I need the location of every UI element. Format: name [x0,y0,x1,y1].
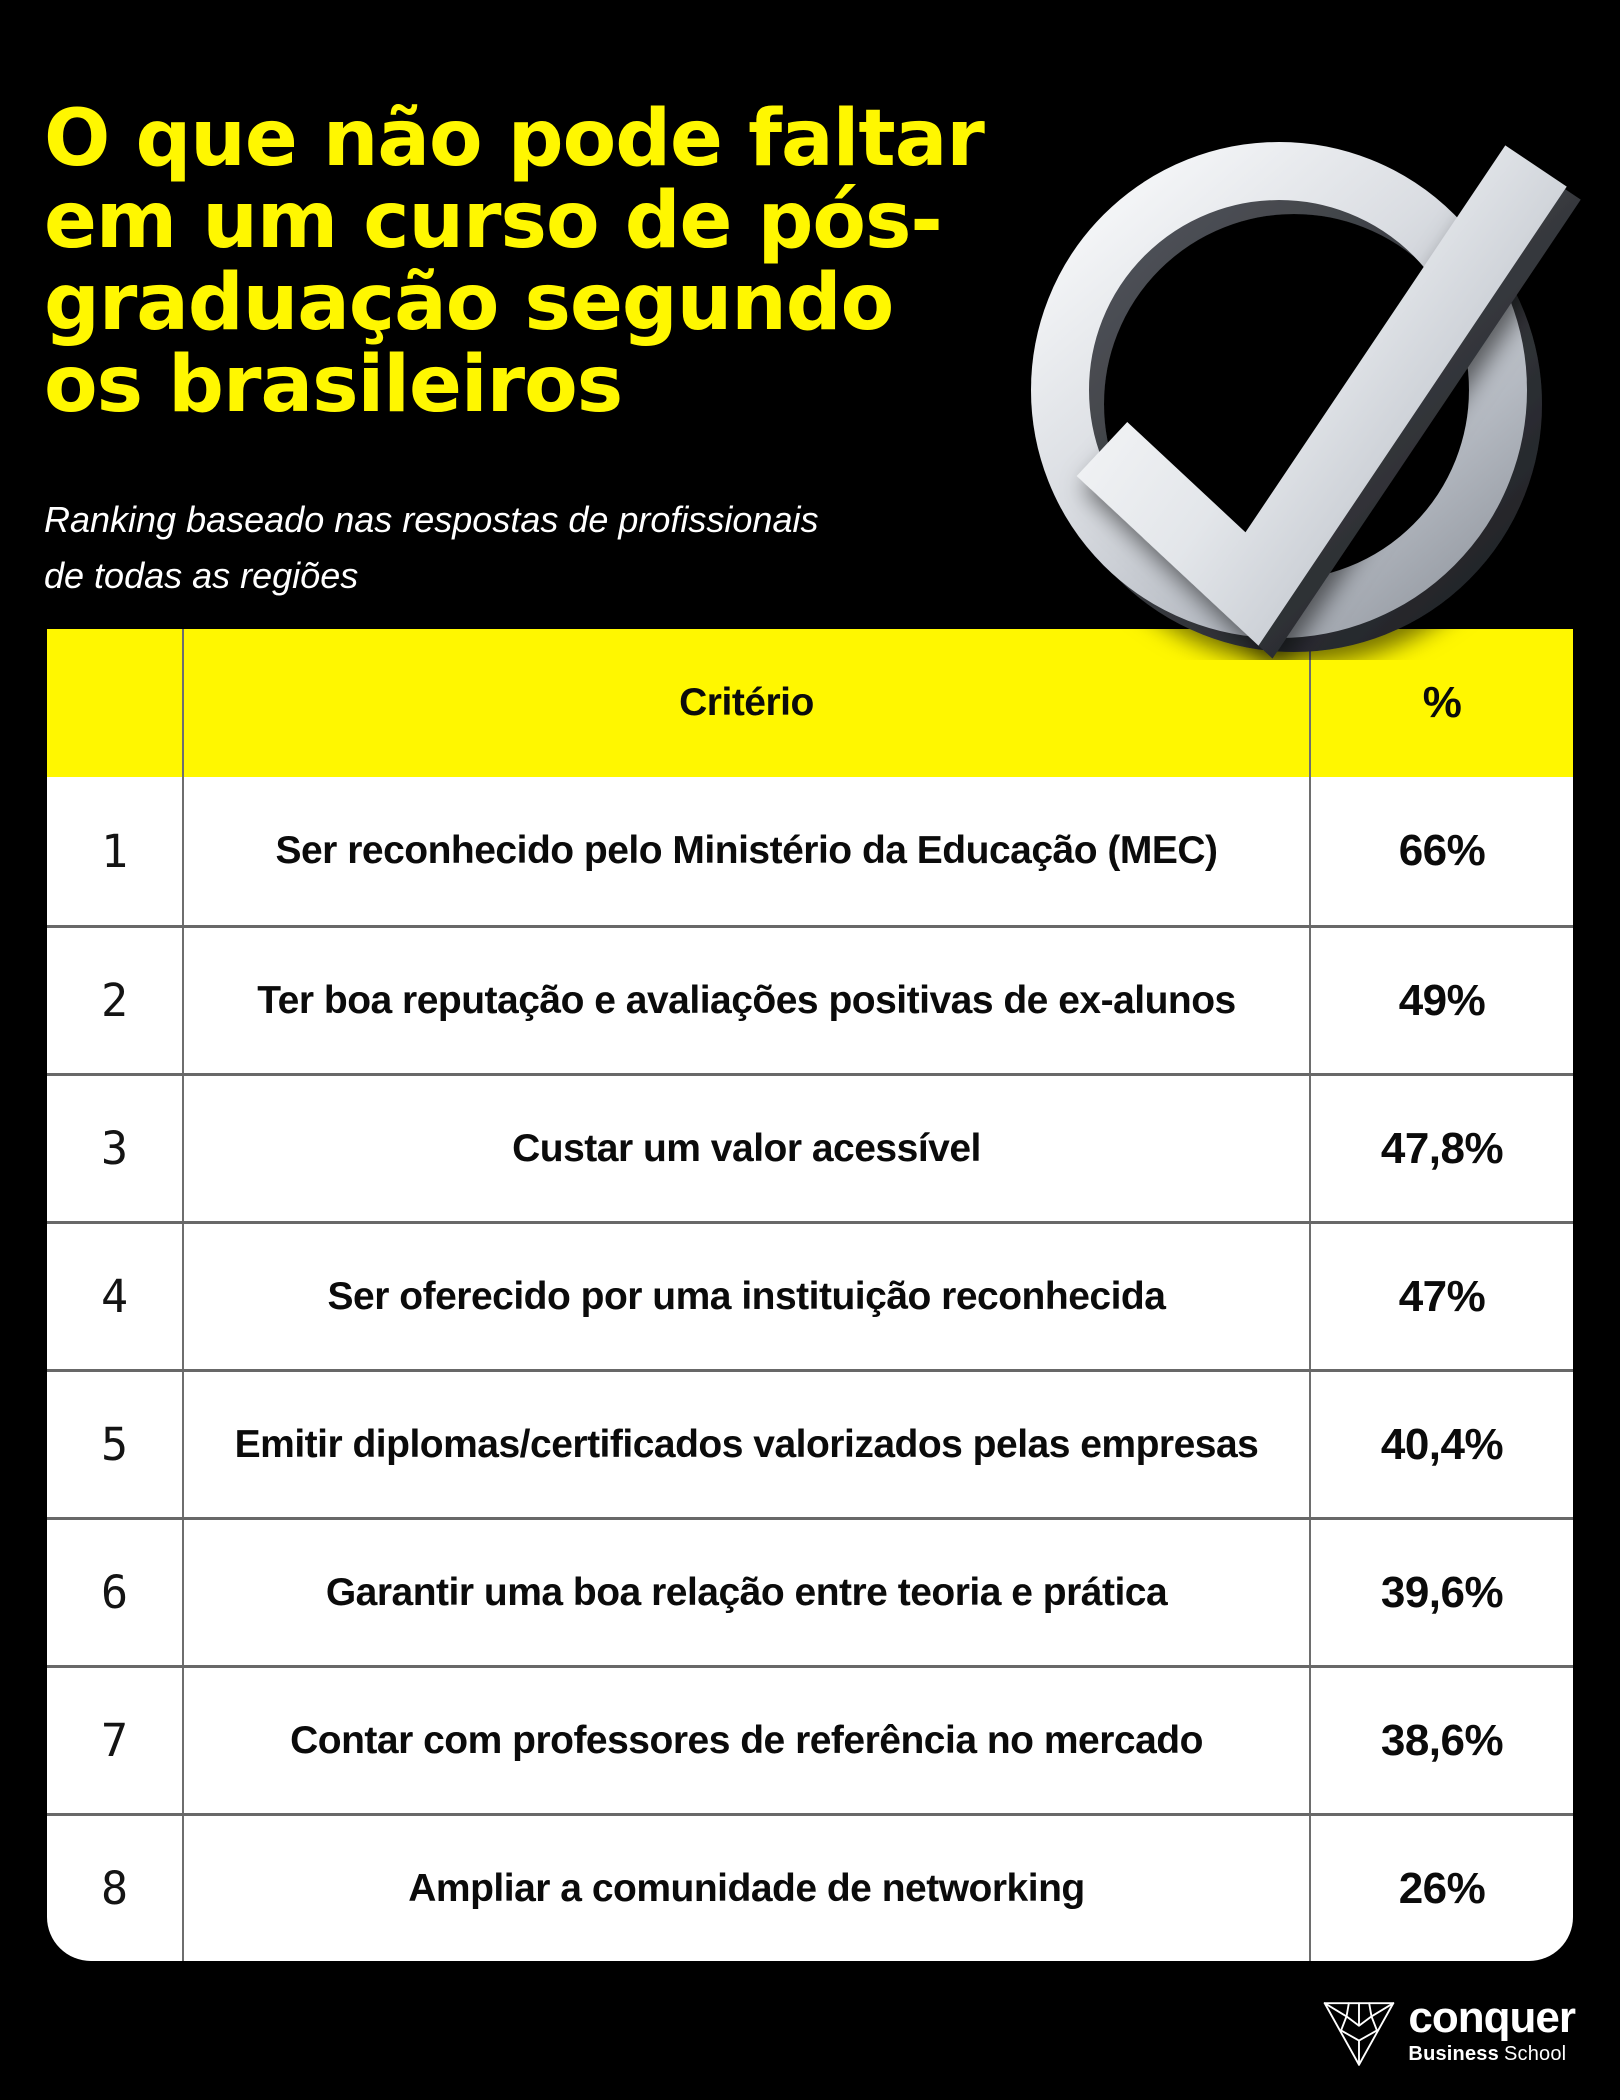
table-row [47,1517,1573,1665]
rank-cell: 6 [100,1566,129,1619]
table-row [47,1665,1573,1813]
percent-cell: 38,6% [1309,1668,1573,1813]
table-row [47,1369,1573,1517]
rank-cell: 3 [100,1122,129,1175]
check-circle-3d-icon [1012,82,1584,660]
criterion-cell: Custar um valor acessível [182,1076,1309,1221]
subtitle-line: Ranking baseado nas respostas de profissionais [44,499,819,540]
percent-cell: 40,4% [1309,1372,1573,1517]
table-row [47,925,1573,1073]
percent-cell: 66% [1309,777,1573,925]
rank-cell: 4 [100,1270,129,1323]
title-line: em um curso de pós- [44,176,942,267]
percent-cell: 47% [1309,1224,1573,1369]
brand-subtitle-regular: School [1503,2043,1567,2065]
rank-cell: 7 [100,1714,129,1767]
criterion-cell: Garantir uma boa relação entre teoria e prática [182,1520,1309,1665]
criterion-cell: Ser reconhecido pelo Ministério da Educação (MEC) [182,777,1309,925]
brand-subtitle [1408,2043,1575,2066]
rank-cell: 5 [100,1418,129,1471]
rank-cell: 8 [100,1862,129,1915]
criterion-cell: Ter boa reputação e avaliações positivas de ex-alunos [182,928,1309,1073]
brand-name: conquer [1408,1993,1575,2042]
title-line: O que não pode faltar [44,94,984,185]
brand-logo [1320,1993,1575,2068]
percent-cell: 47,8% [1309,1076,1573,1221]
conquer-prism-icon [1320,1996,1398,2068]
page-title [44,94,1044,431]
brand-subtitle-bold: Business [1408,2043,1499,2065]
header-percent-cell: % [1309,629,1573,777]
criterion-cell: Ampliar a comunidade de networking [182,1816,1309,1961]
table-row [47,777,1573,925]
table-row [47,1813,1573,1961]
percent-cell: 49% [1309,928,1573,1073]
percent-cell: 26% [1309,1816,1573,1961]
ranking-table [47,629,1573,1961]
header-rank-cell [47,629,182,777]
table-row [47,1221,1573,1369]
subtitle-line: de todas as regiões [44,555,359,596]
title-line: os brasileiros [44,340,623,431]
criterion-cell: Emitir diplomas/certificados valorizados pelas empresas [182,1372,1309,1517]
rank-cell: 2 [100,974,129,1027]
header-criterion-cell: Critério [182,629,1309,777]
subtitle [44,492,864,604]
criterion-cell: Contar com professores de referência no mercado [182,1668,1309,1813]
brand-text [1408,1993,1575,2066]
title-line: graduação segundo [44,258,894,349]
table-row [47,1073,1573,1221]
percent-cell: 39,6% [1309,1520,1573,1665]
criterion-cell: Ser oferecido por uma instituição reconhecida [182,1224,1309,1369]
rank-cell: 1 [100,824,129,878]
